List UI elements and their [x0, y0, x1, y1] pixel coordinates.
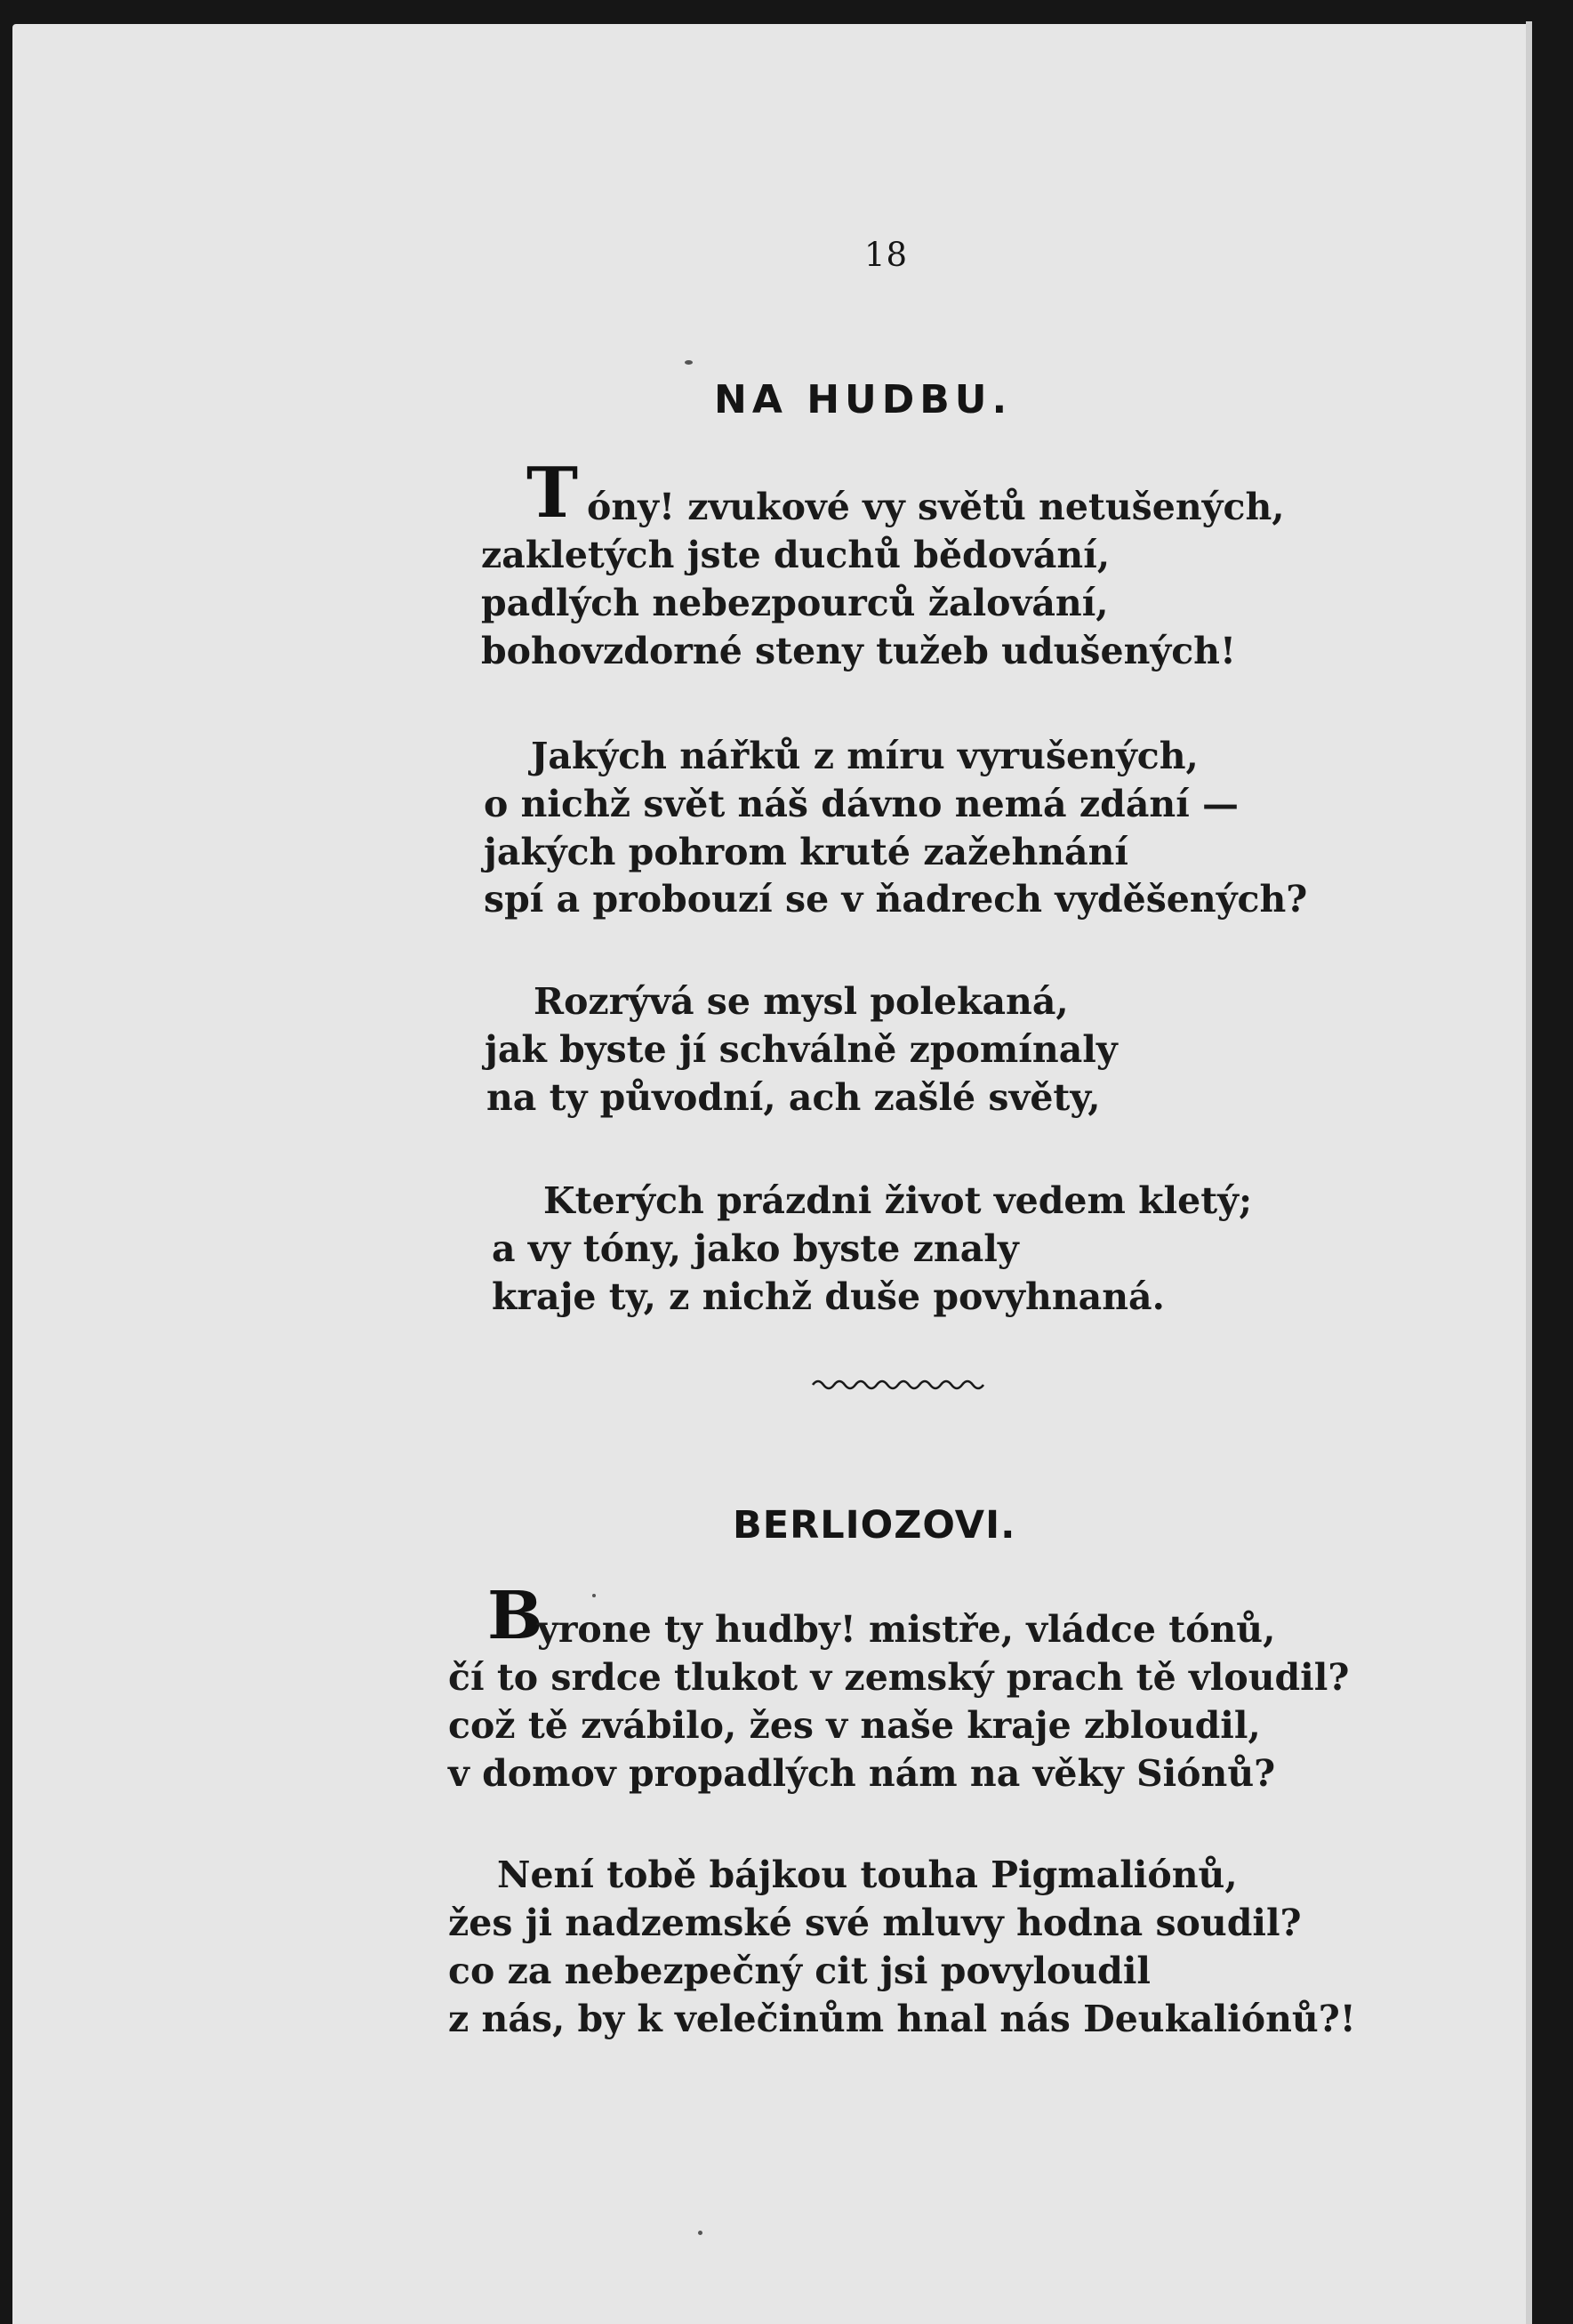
- poem-title-na-hudbu: NA HUDBU.: [714, 377, 1013, 422]
- poem-line: jakých pohrom kruté zažehnání: [484, 831, 1129, 873]
- poem-line: a vy tóny, jako byste znaly: [492, 1227, 1019, 1270]
- poem-line: z nás, by k velečinům hnal nás Deukaliónů?!: [448, 1998, 1356, 2040]
- poem-line: Není tobě bájkou touha Pigmaliónů,: [497, 1854, 1238, 1896]
- poem-line: zakletých jste duchů bědování,: [481, 534, 1111, 576]
- drop-cap-initial: T: [526, 453, 579, 534]
- paper-speck: [685, 360, 693, 365]
- poem-line: co za nebezpečný cit jsi povyloudil: [448, 1950, 1151, 1992]
- poem-line: bohovzdorné steny tužeb udušených!: [481, 630, 1236, 672]
- poem-line: v domov propadlých nám na věky Siónů?: [448, 1752, 1276, 1795]
- page-edge: [1526, 21, 1532, 2324]
- poem-line: na ty původní, ach zašlé světy,: [486, 1076, 1101, 1119]
- paper-speck: [592, 1594, 596, 1597]
- poem-line: Jakých nářků z míru vyrušených,: [531, 735, 1199, 777]
- wavy-ornament: [811, 1375, 984, 1395]
- poem-line: čí to srdce tlukot v zemský prach tě vloudil?: [448, 1656, 1350, 1699]
- poem-line: óny! zvukové vy světů netušených,: [587, 486, 1285, 528]
- page-number: 18: [864, 236, 909, 274]
- poem-line: padlých nebezpourců žalování,: [481, 582, 1109, 624]
- paper-speck: [698, 2231, 702, 2235]
- poem-line: o nichž svět náš dávno nemá zdání —: [484, 783, 1240, 825]
- poem-line: žes ji nadzemské své mluvy hodna soudil?: [448, 1902, 1302, 1944]
- drop-cap-initial: B: [487, 1578, 543, 1654]
- poem-line: kraje ty, z nichž duše povyhnaná.: [492, 1275, 1165, 1318]
- poem-line: Rozrývá se mysl polekaná,: [534, 980, 1069, 1023]
- poem-line: yrone ty hudby! mistře, vládce tónů,: [537, 1608, 1276, 1651]
- poem-line: Kterých prázdni život vedem kletý;: [543, 1179, 1253, 1222]
- poem-line: což tě zvábilo, žes v naše kraje zbloudil,: [448, 1704, 1261, 1747]
- poem-line: jak byste jí schválně zpomínaly: [485, 1028, 1118, 1071]
- poem-title-berliozovi: BERLIOZOVI.: [733, 1503, 1016, 1548]
- poem-line: spí a probouzí se v ňadrech vyděšených?: [484, 878, 1308, 921]
